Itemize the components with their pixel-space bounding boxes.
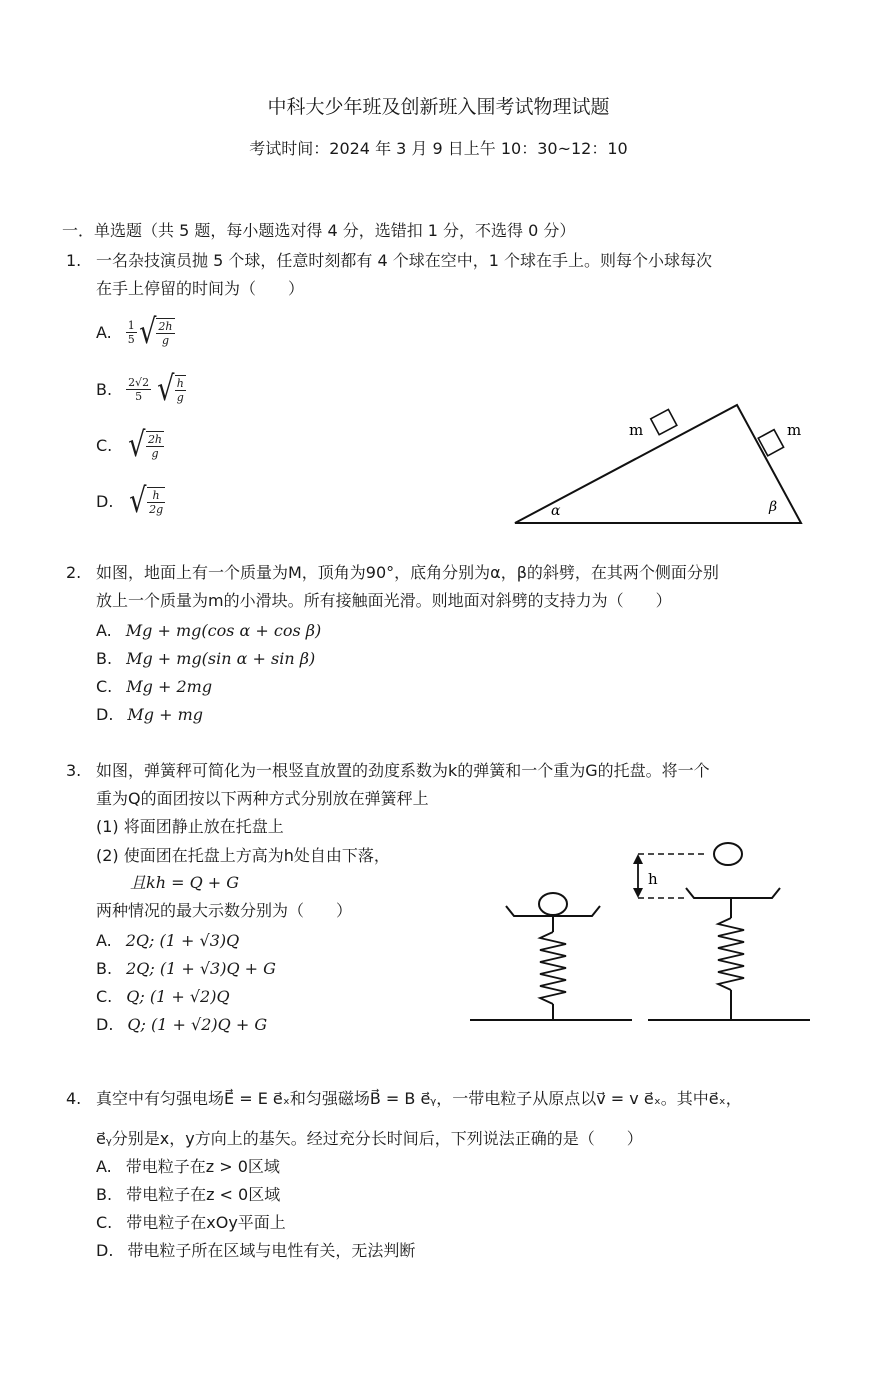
question-text: 在手上停留的时间为（ ）: [96, 279, 305, 298]
question-number: 3.: [66, 761, 82, 780]
dough-ball: [714, 843, 742, 865]
square-root: √ $\frac{h}{g}$: [157, 369, 184, 409]
question-text: 如图，弹簧秤可简化为一根竖直放置的劲度系数为k的弹簧和一个重为G的托盘。将一个: [96, 761, 710, 780]
section-heading: 一．单选题（共 5 题，每小题选对得 4 分，选错扣 1 分，不选得 0 分）: [62, 221, 576, 240]
option-label: D.: [96, 705, 114, 724]
mass-label-left: m: [629, 421, 644, 439]
dough-ball: [539, 893, 567, 915]
option-label: B.: [96, 649, 113, 668]
question-text: 重为Q的面团按以下两种方式分别放在弹簧秤上: [96, 789, 429, 808]
option-text: Mg + mg(sin α + sin β): [126, 649, 316, 668]
option-c[interactable]: [96, 986, 230, 1008]
case-2-condition: 且kh = Q + G: [130, 873, 240, 892]
option-d[interactable]: [96, 481, 165, 521]
option-text: Q; (1 + √2)Q + G: [127, 1015, 268, 1034]
option-a[interactable]: [96, 1156, 280, 1178]
option-label: B.: [96, 379, 113, 399]
question-text: 如图，地面上有一个质量为M，顶角为90°，底角分别为α，β的斜劈，在其两个侧面分别: [96, 563, 719, 582]
option-label: D.: [96, 1015, 114, 1034]
option-label: A.: [96, 621, 112, 640]
option-label: C.: [96, 1213, 113, 1232]
option-text: Mg + mg(cos α + cos β): [125, 621, 322, 640]
option-text: Q; (1 + √2)Q: [126, 987, 230, 1006]
option-a[interactable]: [96, 620, 321, 642]
block-left: [651, 409, 677, 434]
angle-alpha: α: [551, 503, 561, 519]
mass-label-right: m: [787, 421, 802, 439]
square-root: √ $\frac{2h}{g}$: [138, 312, 173, 352]
option-text: 带电粒子所在区域与电性有关，无法判断: [127, 1241, 416, 1260]
option-text: Mg + mg: [127, 705, 204, 724]
scale-left: [506, 893, 600, 1020]
option-label: A.: [96, 322, 112, 342]
option-label: D.: [96, 1241, 114, 1260]
option-b[interactable]: [96, 369, 186, 409]
question-number: 1.: [66, 251, 82, 270]
option-text: 2Q; (1 + √3)Q + G: [126, 959, 276, 978]
option-b[interactable]: [96, 648, 315, 670]
option-b[interactable]: [96, 1184, 280, 1206]
option-text: 带电粒子在z < 0区域: [126, 1185, 281, 1204]
square-root: √ $\frac{2h}{g}$: [128, 425, 163, 465]
option-c[interactable]: [96, 676, 212, 698]
question-number: 4.: [66, 1089, 82, 1108]
option-label: C.: [96, 987, 113, 1006]
question-number: 2.: [66, 563, 82, 582]
option-label: B.: [96, 1185, 113, 1204]
option-d[interactable]: [96, 1240, 415, 1262]
question-text: 真空中有匀强电场E⃗ = E e⃗ₓ和匀强磁场B⃗ = B e⃗ᵧ，一带电粒子从原点以v⃗ = v e⃗ₓ。其中e⃗ₓ，: [96, 1089, 742, 1108]
option-b[interactable]: [96, 958, 276, 980]
option-text: 带电粒子在xOy平面上: [126, 1213, 286, 1232]
fraction: $\frac{1}{5}$: [127, 318, 135, 346]
option-a[interactable]: [96, 312, 175, 352]
option-c[interactable]: [96, 1212, 286, 1234]
fraction: $\frac{2√2}{5}$: [128, 375, 150, 403]
option-text: Mg + 2mg: [126, 677, 213, 696]
option-d[interactable]: [96, 704, 203, 726]
question-text: 一名杂技演员抛 5 个球，任意时刻都有 4 个球在空中，1 个球在手上。则每个小球每次: [96, 251, 712, 270]
option-text: 带电粒子在z > 0区域: [125, 1157, 280, 1176]
option-label: C.: [96, 677, 113, 696]
case-2: (2) 使面团在托盘上方高为h处自由下落，: [96, 846, 390, 865]
question-text: 放上一个质量为m的小滑块。所有接触面光滑。则地面对斜劈的支持力为（ ）: [96, 591, 672, 610]
option-text: 2Q; (1 + √3)Q: [125, 931, 240, 950]
wedge-diagram: [505, 395, 815, 535]
option-label: C.: [96, 435, 113, 455]
page-title: 中科大少年班及创新班入围考试物理试题: [267, 96, 610, 118]
height-label: h: [648, 870, 658, 888]
case-1: (1) 将面团静止放在托盘上: [96, 817, 284, 836]
option-label: A.: [96, 931, 112, 950]
exam-time: 考试时间：2024 年 3 月 9 日上午 10：30~12：10: [249, 139, 628, 158]
scale-right: [686, 843, 780, 1020]
option-label: D.: [96, 491, 114, 511]
spring-scale-diagram: [470, 838, 815, 1028]
angle-beta: β: [769, 499, 778, 515]
question-text: e⃗ᵧ分别是x，y方向上的基矢。经过充分长时间后，下列说法正确的是（ ）: [96, 1129, 643, 1148]
option-d[interactable]: [96, 1014, 267, 1036]
option-label: A.: [96, 1157, 112, 1176]
question-ask: 两种情况的最大示数分别为（ ）: [96, 901, 353, 920]
square-root: √ $\frac{h}{2g}$: [129, 481, 164, 521]
option-c[interactable]: [96, 425, 164, 465]
option-label: B.: [96, 959, 113, 978]
option-a[interactable]: [96, 930, 239, 952]
